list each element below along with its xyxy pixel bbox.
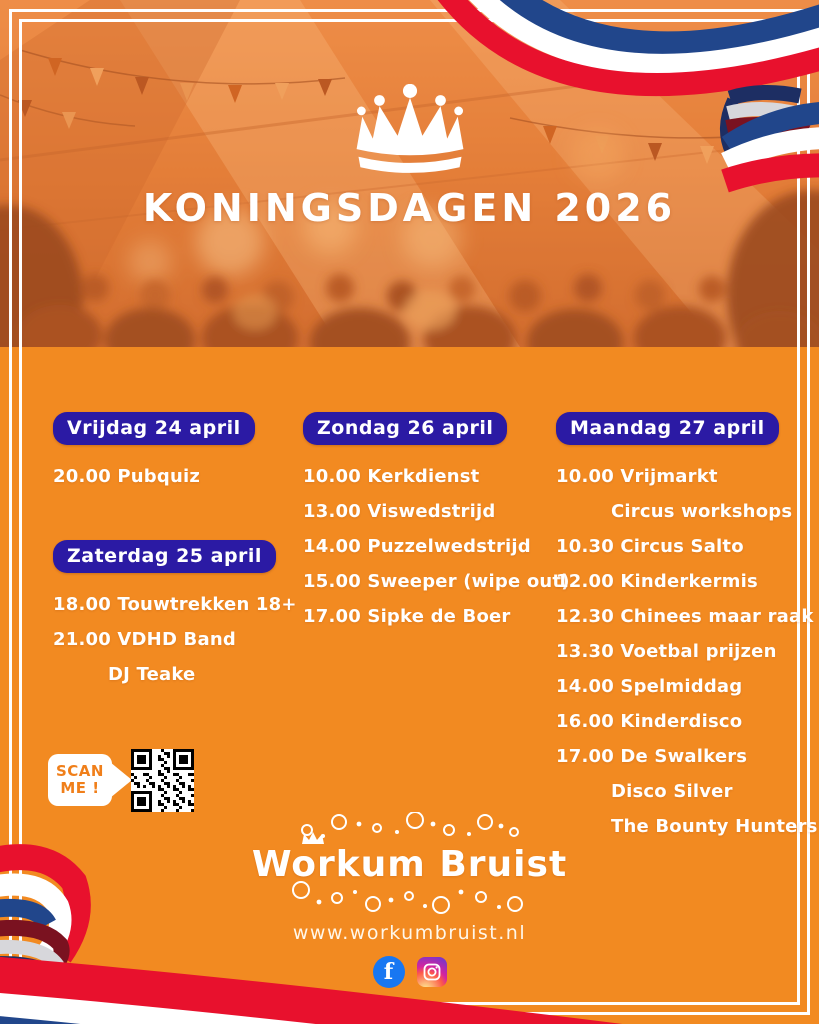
schedule-item: 15.00 Sweeper (wipe out): [303, 571, 570, 592]
day-badge: Maandag 27 april: [556, 412, 779, 445]
schedule-column-monday: [556, 412, 818, 844]
schedule-item: 20.00 Pubquiz: [53, 466, 201, 487]
logo-text: Workum Bruist: [251, 844, 568, 885]
schedule-item: 10.00 Vrijmarkt: [556, 466, 718, 487]
schedule-item: 12.30 Chinees maar raak: [556, 606, 814, 627]
schedule-item: 14.00 Spelmiddag: [556, 676, 743, 697]
workum-bruist-logo: [0, 812, 819, 917]
schedule-item: 13.00 Viswedstrijd: [303, 501, 496, 522]
schedule-item: 10.00 Kerkdienst: [303, 466, 480, 487]
schedule-item: DJ Teake: [108, 664, 196, 685]
schedule-item: 17.00 Sipke de Boer: [303, 606, 511, 627]
instagram-icon[interactable]: [417, 957, 447, 987]
crown-icon: [0, 84, 819, 180]
schedule-column-friday-saturday: [53, 412, 298, 692]
schedule-item: The Bounty Hunters: [611, 816, 818, 837]
schedule-column-sunday: [303, 412, 570, 634]
scan-me-label-line2: ME !: [60, 779, 100, 797]
facebook-icon[interactable]: f: [373, 956, 405, 988]
schedule-item: Circus workshops: [611, 501, 793, 522]
website-link[interactable]: www.workumbruist.nl: [292, 922, 527, 944]
scan-me-bubble: [48, 754, 112, 806]
schedule-item: 14.00 Puzzelwedstrijd: [303, 536, 531, 557]
scan-me-label-line1: SCAN: [56, 762, 104, 780]
day-badge: Zaterdag 25 april: [53, 540, 276, 573]
schedule-item: 17.00 De Swalkers: [556, 746, 748, 767]
schedule-item: 10.30 Circus Salto: [556, 536, 744, 557]
qr-code[interactable]: [131, 749, 194, 812]
schedule-item: Disco Silver: [611, 781, 733, 802]
schedule-item: 16.00 Kinderdisco: [556, 711, 743, 732]
day-badge: Vrijdag 24 april: [53, 412, 255, 445]
schedule-item: 13.30 Voetbal prijzen: [556, 641, 777, 662]
page-title: KONINGSDAGEN 2026: [142, 186, 677, 230]
social-icons: [0, 956, 819, 988]
schedule-item: 18.00 Touwtrekken 18+: [53, 594, 297, 615]
day-badge: Zondag 26 april: [303, 412, 507, 445]
schedule-item: 21.00 VDHD Band: [53, 629, 236, 650]
schedule-item: 12.00 Kinderkermis: [556, 571, 758, 592]
